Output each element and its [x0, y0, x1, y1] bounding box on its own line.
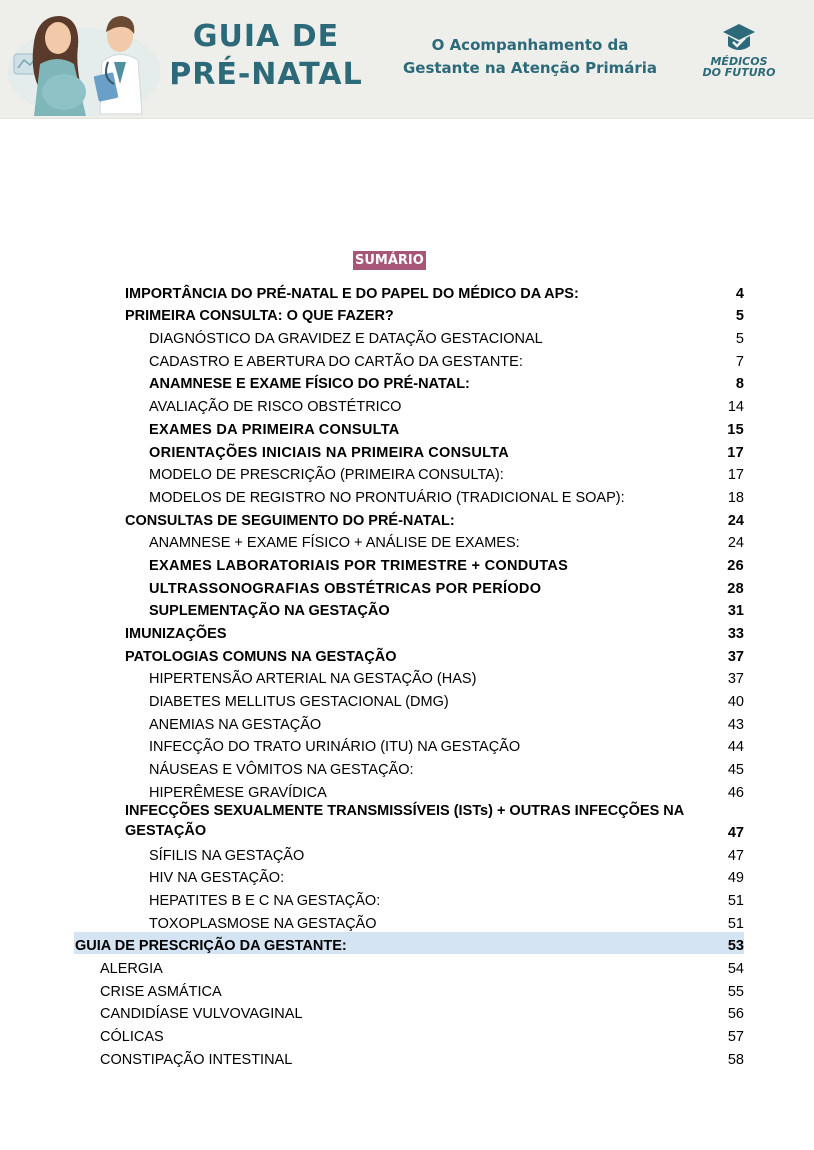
toc-entry-text: HIPERTENSÃO ARTERIAL NA GESTAÇÃO (HAS)	[149, 671, 477, 688]
toc-entry-text: CRISE ASMÁTICA	[100, 983, 222, 1000]
toc-entry[interactable]	[0, 438, 814, 461]
toc-entry-text: DIABETES MELLITUS GESTACIONAL (DMG)	[149, 694, 449, 711]
toc-entry[interactable]	[0, 574, 814, 597]
guide-title	[166, 18, 366, 94]
toc-entry-text: ORIENTAÇÕES INICIAIS NA PRIMEIRA CONSULTA	[149, 444, 510, 461]
toc-entry[interactable]	[0, 347, 814, 370]
toc-entry[interactable]	[0, 864, 814, 887]
toc-entry-text: INFECÇÃO DO TRATO URINÁRIO (ITU) NA GESTAÇÃO	[149, 739, 521, 756]
toc-entry-text: GUIA DE PRESCRIÇÃO DA GESTANTE:	[75, 938, 347, 955]
toc-entry-text: HIPERÊMESE GRAVÍDICA	[149, 784, 327, 801]
toc-entry-text: CONSTIPAÇÃO INTESTINAL	[100, 1051, 293, 1068]
toc-entry-text: MODELO DE PRESCRIÇÃO (PRIMEIRA CONSULTA):	[149, 467, 504, 484]
toc-entry[interactable]	[0, 1045, 814, 1068]
toc-entry-text: EXAMES DA PRIMEIRA CONSULTA	[149, 421, 400, 438]
toc-entry[interactable]	[0, 954, 814, 977]
toc-entry-page: 51	[727, 892, 744, 909]
toc-entry-page: 43	[727, 716, 744, 733]
guide-subtitle-line2: Gestante na Atenção Primária	[402, 59, 658, 77]
toc-entry-text: DIAGNÓSTICO DA GRAVIDEZ E DATAÇÃO GESTACIONAL	[149, 331, 543, 348]
toc-entry[interactable]	[0, 909, 814, 932]
toc-entry[interactable]	[0, 551, 814, 574]
toc-entry-text: HEPATITES B E C NA GESTAÇÃO:	[149, 892, 381, 909]
toc-entry[interactable]	[0, 279, 814, 302]
toc-entry[interactable]	[0, 483, 814, 506]
guide-subtitle-line1: O Acompanhamento da	[431, 36, 629, 54]
doctor-and-pregnant-woman-illustration	[4, 2, 164, 116]
toc-entry[interactable]	[0, 1000, 814, 1023]
toc-entry[interactable]	[0, 392, 814, 415]
toc-entry[interactable]	[0, 778, 814, 801]
toc-entry-text: PATOLOGIAS COMUNS NA GESTAÇÃO	[125, 648, 397, 665]
toc-entry[interactable]	[0, 733, 814, 756]
toc-entry[interactable]	[0, 841, 814, 864]
toc-entry-page: 53	[727, 938, 744, 955]
toc-entry[interactable]	[0, 619, 814, 642]
toc-entry-page: 37	[727, 648, 744, 665]
toc-entry[interactable]	[0, 977, 814, 1000]
toc-entry-text: CANDIDÍASE VULVOVAGINAL	[100, 1006, 303, 1023]
guide-title-line1: GUIA DE	[192, 19, 340, 54]
toc-entry-text: ALERGIA	[100, 960, 163, 977]
toc-entry-text: TOXOPLASMOSE NA GESTAÇÃO	[149, 915, 377, 932]
toc-entry-page: 54	[727, 960, 744, 977]
toc-entry-text: INFECÇÕES SEXUALMENTE TRANSMISSÍVEIS (ISTs) + OUTRAS INFECÇÕES NA GESTAÇÃO	[125, 802, 684, 839]
toc-entry-text: CADASTRO E ABERTURA DO CARTÃO DA GESTANTE:	[149, 353, 523, 370]
toc-entry-highlighted[interactable]	[74, 932, 744, 955]
toc-entry-page: 31	[727, 603, 744, 620]
toc-entry-page: 47	[727, 824, 744, 841]
toc-entry[interactable]	[0, 1022, 814, 1045]
toc-entry-page: 5	[735, 331, 744, 348]
logo-text-line2: DO FUTURO	[702, 66, 776, 79]
medicos-do-futuro-logo	[702, 22, 776, 92]
toc-entry[interactable]	[0, 755, 814, 778]
toc-entry-page: 44	[727, 739, 744, 756]
toc-entry[interactable]	[0, 801, 814, 841]
toc-entry-text: ULTRASSONOGRAFIAS OBSTÉTRICAS POR PERÍODO	[149, 580, 542, 597]
toc-entry[interactable]	[0, 506, 814, 529]
toc-entry-text: CÓLICAS	[100, 1029, 164, 1045]
toc-entry-page: 56	[727, 1006, 744, 1023]
toc-entry-text: SÍFILIS NA GESTAÇÃO	[149, 847, 305, 864]
toc-entry-text: EXAMES LABORATORIAIS POR TRIMESTRE + CONDUTAS	[149, 557, 569, 574]
toc-entry[interactable]	[0, 415, 814, 438]
toc-entry[interactable]	[0, 665, 814, 688]
toc-entry-text: PRIMEIRA CONSULTA: O QUE FAZER?	[125, 308, 394, 325]
toc-entry-page: 14	[727, 399, 744, 416]
toc-entry-page: 7	[735, 353, 744, 370]
toc-entry-text: SUPLEMENTAÇÃO NA GESTAÇÃO	[149, 603, 390, 620]
toc-entry-page: 24	[727, 512, 744, 529]
toc-entry-page: 37	[727, 671, 744, 688]
toc-entry[interactable]	[0, 370, 814, 393]
toc-entry-page: 17	[727, 467, 744, 484]
toc-entry[interactable]	[0, 886, 814, 909]
toc-entry-text: CONSULTAS DE SEGUIMENTO DO PRÉ-NATAL:	[125, 512, 455, 529]
graduation-cap-icon	[721, 22, 757, 56]
toc-entry-text: IMPORTÂNCIA DO PRÉ-NATAL E DO PAPEL DO MÉDICO DA APS:	[125, 285, 579, 302]
guide-title-line2: PRÉ-NATAL	[169, 57, 363, 92]
toc-entry-page: 57	[727, 1029, 744, 1045]
toc-entry-page: 4	[735, 285, 744, 302]
toc-entry-page: 17	[727, 444, 744, 461]
logo-text-line1: MÉDICOS	[710, 55, 768, 68]
toc-entry[interactable]	[0, 461, 814, 484]
toc-entry[interactable]	[0, 324, 814, 347]
toc-entry-text: IMUNIZAÇÕES	[125, 626, 227, 642]
toc-entry-text: NÁUSEAS E VÔMITOS NA GESTAÇÃO:	[149, 762, 414, 779]
toc-entry-page: 15	[727, 421, 744, 438]
page-header	[0, 0, 814, 119]
toc-entry-page: 24	[727, 535, 744, 552]
toc-entry[interactable]	[0, 710, 814, 733]
toc-entry[interactable]	[0, 687, 814, 710]
toc-entry-page: 47	[727, 847, 744, 864]
toc-entry-page: 40	[727, 694, 744, 711]
toc-entry-page: 55	[727, 983, 744, 1000]
toc-entry-page: 49	[727, 870, 744, 887]
toc-entry-page: 5	[735, 308, 744, 325]
toc-entry-text: ANEMIAS NA GESTAÇÃO	[149, 716, 322, 733]
toc-entry-text: ANAMNESE E EXAME FÍSICO DO PRÉ-NATAL:	[149, 376, 470, 393]
toc-entry[interactable]	[0, 529, 814, 552]
toc-entry-text: ANAMNESE + EXAME FÍSICO + ANÁLISE DE EXAMES:	[149, 535, 520, 552]
toc-entry-page: 33	[727, 626, 744, 642]
toc-entry-page: 8	[735, 376, 744, 393]
toc-entry-page: 18	[727, 489, 744, 506]
toc-entry-page: 26	[727, 557, 744, 574]
toc-entry-page: 46	[727, 784, 744, 801]
toc-entry[interactable]	[0, 642, 814, 665]
toc-entry-text: MODELOS DE REGISTRO NO PRONTUÁRIO (TRADICIONAL E SOAP):	[149, 489, 625, 506]
toc-entry-page: 28	[727, 580, 744, 597]
toc-title: SUMÁRIO	[355, 253, 424, 268]
toc-entry-text: AVALIAÇÃO DE RISCO OBSTÉTRICO	[149, 399, 402, 416]
toc-entry[interactable]	[0, 597, 814, 620]
toc-entry-page: 51	[727, 915, 744, 932]
toc-entry-text: HIV NA GESTAÇÃO:	[149, 870, 285, 887]
toc-entry[interactable]	[0, 302, 814, 325]
toc-entry-page: 45	[727, 762, 744, 779]
toc-entry-page: 58	[727, 1051, 744, 1068]
guide-subtitle	[385, 34, 675, 80]
table-of-contents	[0, 279, 814, 1068]
